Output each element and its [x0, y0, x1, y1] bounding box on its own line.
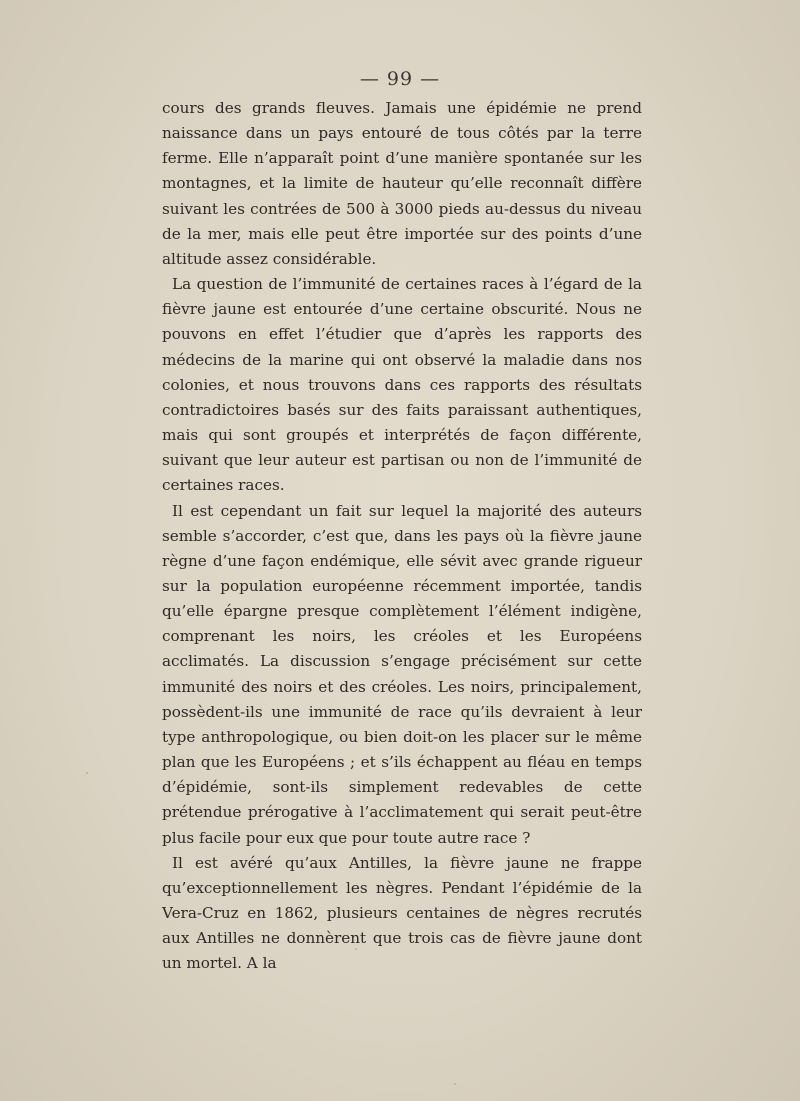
paragraph-3: Il est cependant un fait sur lequel la majorité des auteurs semble s’accorder, c’est que, dans les pays où la fièvre jaune règne d’une façon endémique, elle sévit avec grande rigueur sur la population européenne récemment importée, tandis qu’elle épargne presque complètement l’élément indigène, comprenant les noirs, les créoles et les Européens acclimatés. La discussion s’engage précisément sur cette immunité des noirs et des créoles. Les noirs, principalement, possèdent-ils une immunité de race qu’ils devraient à leur type anthropologique, ou bien doit-on les placer sur le même plan que les Européens ; et s’ils échappent au fléau en temps d’épidémie, sont-ils simplement redevables de cette prétendue prérogative à l’acclimatement qui serait peut-être plus facile pour eux que pour toute autre race ? — [162, 501, 642, 847]
paragraph-2: La question de l’immunité de certaines races à l’égard de la fièvre jaune est entourée d’une certaine obscurité. Nous ne pouvons en effet l’étudier que d’après les rapports des médecins de la marine qui ont observé la maladie dans nos colonies, et nous trouvons dans ces rapports des résultats contradictoires basés sur des faits paraissant authentiques, mais qui sont groupés et interprétés de façon différente, suivant que leur auteur est partisan ou non de l’immunité de certaines races. — [162, 275, 642, 495]
paragraph-4: Il est avéré qu’aux Antilles, la fièvre jaune ne frappe qu’exceptionnellement les nègres. Pendant l’épidémie de la Vera-Cruz en 1862, plusieurs centaines de nègres recrutés aux Antilles ne donnèrent que trois cas de fièvre jaune dont un mortel. A la — [162, 853, 642, 973]
paper-speck — [454, 1083, 456, 1085]
page-number: — 99 — — [359, 68, 441, 90]
paragraph-1: cours des grands fleuves. Jamais une épidémie ne prend naissance dans un pays entouré de tous côtés par la terre ferme. Elle n’apparaît point d’une manière spontanée sur les montagnes, et la limite de hauteur qu’elle reconnaît diffère suivant les contrées de 500 à 3000 pieds au-dessus du niveau de la mer, mais elle peut être importée sur des points d’une altitude assez considérable. — [162, 99, 642, 268]
paper-speck — [86, 772, 88, 774]
page-body — [162, 96, 642, 976]
paper-speck — [355, 948, 357, 950]
